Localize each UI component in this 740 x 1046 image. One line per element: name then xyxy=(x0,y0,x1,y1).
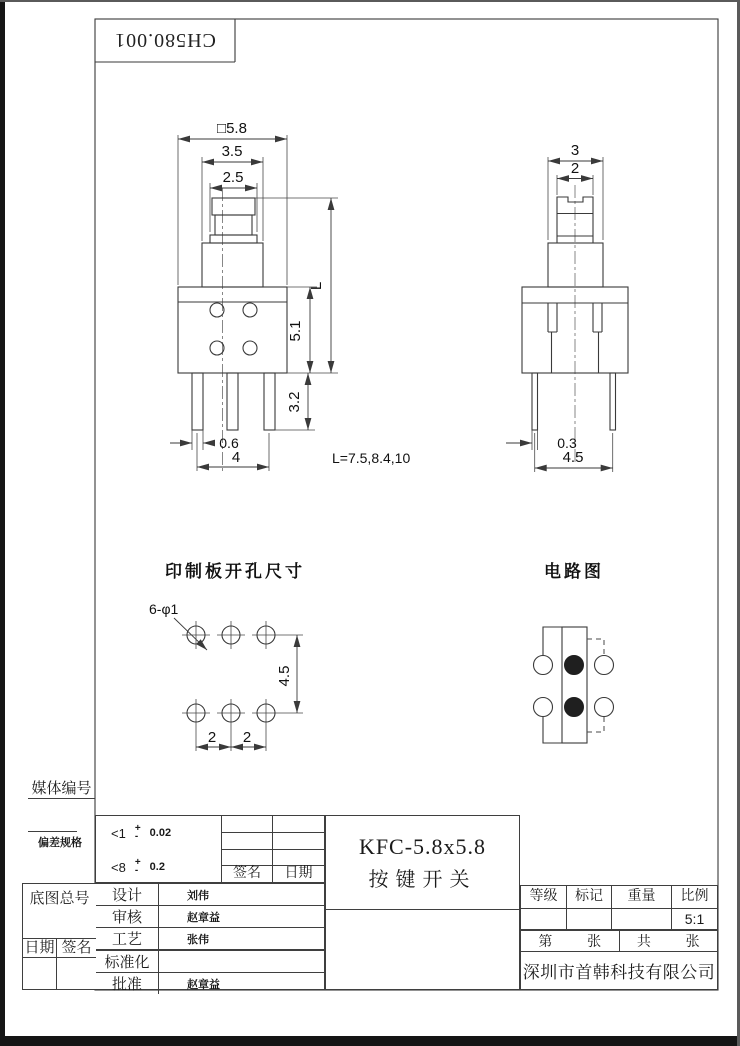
weight-label: 重量 xyxy=(611,886,671,908)
total-unit-label: 张 xyxy=(685,935,700,950)
person-name: 赵章益 xyxy=(158,972,324,994)
front-view xyxy=(170,120,410,472)
person-name xyxy=(158,950,324,972)
scale-label: 比例 xyxy=(671,886,717,908)
empty-cell xyxy=(272,832,324,848)
scale-value: 5:1 xyxy=(671,908,717,930)
plus-minus-sign: + - xyxy=(134,857,141,876)
empty-cell xyxy=(222,816,272,832)
tolerance-row xyxy=(96,816,221,850)
tolerance-row xyxy=(96,850,221,884)
circuit-diagram xyxy=(534,561,614,743)
pcb-dim-2-right: 2 xyxy=(242,729,252,746)
pcb-hole-pattern xyxy=(149,561,305,751)
tolerance-limit: <1 xyxy=(111,825,126,841)
page-edge-left xyxy=(0,0,5,1046)
dim-L: L xyxy=(308,281,325,291)
media-no-label: 媒体编号 xyxy=(28,780,95,799)
sheet-no-cell xyxy=(521,931,619,951)
doc-number: CH580.001 xyxy=(114,29,216,51)
empty-cell xyxy=(57,958,96,990)
base-drawing-box xyxy=(22,883,96,990)
empty-cell xyxy=(272,849,324,865)
dim-2: 2 xyxy=(570,160,580,177)
role-label: 审核 xyxy=(96,905,158,927)
product-name: 按键开关 xyxy=(368,868,477,891)
pcb-dim-4-5: 4.5 xyxy=(276,665,293,687)
sheet-number-row xyxy=(520,930,718,952)
empty-cell xyxy=(23,958,57,990)
total-label: 共 xyxy=(636,935,651,950)
dim-4-5: 4.5 xyxy=(562,449,584,466)
empty-cell xyxy=(272,816,324,832)
sign-label: 签名 xyxy=(222,865,272,882)
grade-label: 等级 xyxy=(529,889,558,904)
dim-3-2: 3.2 xyxy=(286,391,303,413)
person-name: 张伟 xyxy=(158,927,324,949)
dim-4: 4 xyxy=(231,449,241,466)
person-name: 刘伟 xyxy=(158,884,324,905)
base-drawing-label: 底图总号 xyxy=(29,891,90,907)
empty-cell xyxy=(611,908,671,930)
date-sign-cells xyxy=(23,938,96,990)
date-label: 日期 xyxy=(272,865,324,882)
empty-cell xyxy=(222,849,272,865)
pcb-dim-2-left: 2 xyxy=(207,729,217,746)
dim-square-5-8: □5.8 xyxy=(217,120,247,137)
divider-line xyxy=(28,831,77,832)
plus-minus-sign: + - xyxy=(134,823,141,842)
page-edge-top xyxy=(0,0,740,2)
tolerance-limit: <8 xyxy=(111,859,126,875)
grade-table xyxy=(520,885,718,930)
empty-cell xyxy=(521,908,566,930)
tolerance-value: 0.2 xyxy=(149,861,165,873)
middle-empty-box xyxy=(325,910,520,990)
pcb-section-title: 印制板开孔尺寸 xyxy=(165,562,305,581)
mark-label: 标记 xyxy=(566,886,611,908)
empty-cell xyxy=(222,832,272,848)
date-label: 日期 xyxy=(23,939,57,958)
length-note: L=7.5,8.4,10 xyxy=(332,450,411,466)
sign-label: 签名 xyxy=(57,939,96,958)
title-box xyxy=(325,815,520,910)
side-view xyxy=(506,142,628,472)
dim-2-5: 2.5 xyxy=(222,169,244,186)
dim-3: 3 xyxy=(570,142,580,159)
tolerance-value: 0.02 xyxy=(149,827,172,839)
page-edge-bottom xyxy=(0,1036,740,1046)
product-model: KFC-5.8x5.8 xyxy=(358,833,487,859)
role-label: 标准化 xyxy=(96,950,158,972)
sheet-unit-label: 张 xyxy=(587,935,602,950)
empty-cell xyxy=(566,908,611,930)
dim-3-5: 3.5 xyxy=(221,143,243,160)
hole-callout: 6-φ1 xyxy=(149,601,179,617)
dim-0-6: 0.6 xyxy=(219,435,239,451)
role-label: 设计 xyxy=(111,888,142,904)
role-label: 工艺 xyxy=(96,927,158,949)
tolerance-box xyxy=(95,815,222,883)
dim-0-3: 0.3 xyxy=(557,435,577,451)
role-label: 批准 xyxy=(96,972,158,994)
circuit-section-title: 电路图 xyxy=(544,562,604,581)
company-name: 深圳市首韩科技有限公司 xyxy=(520,952,718,990)
personnel-table xyxy=(95,883,325,993)
tolerance-spec-label: 偏差规格 xyxy=(38,837,82,849)
sheet-no-label: 第 xyxy=(538,935,553,950)
sheet-total-cell xyxy=(619,931,718,951)
sign-date-table xyxy=(222,815,325,883)
dim-5-1: 5.1 xyxy=(287,320,304,342)
person-name: 赵章益 xyxy=(158,905,324,927)
